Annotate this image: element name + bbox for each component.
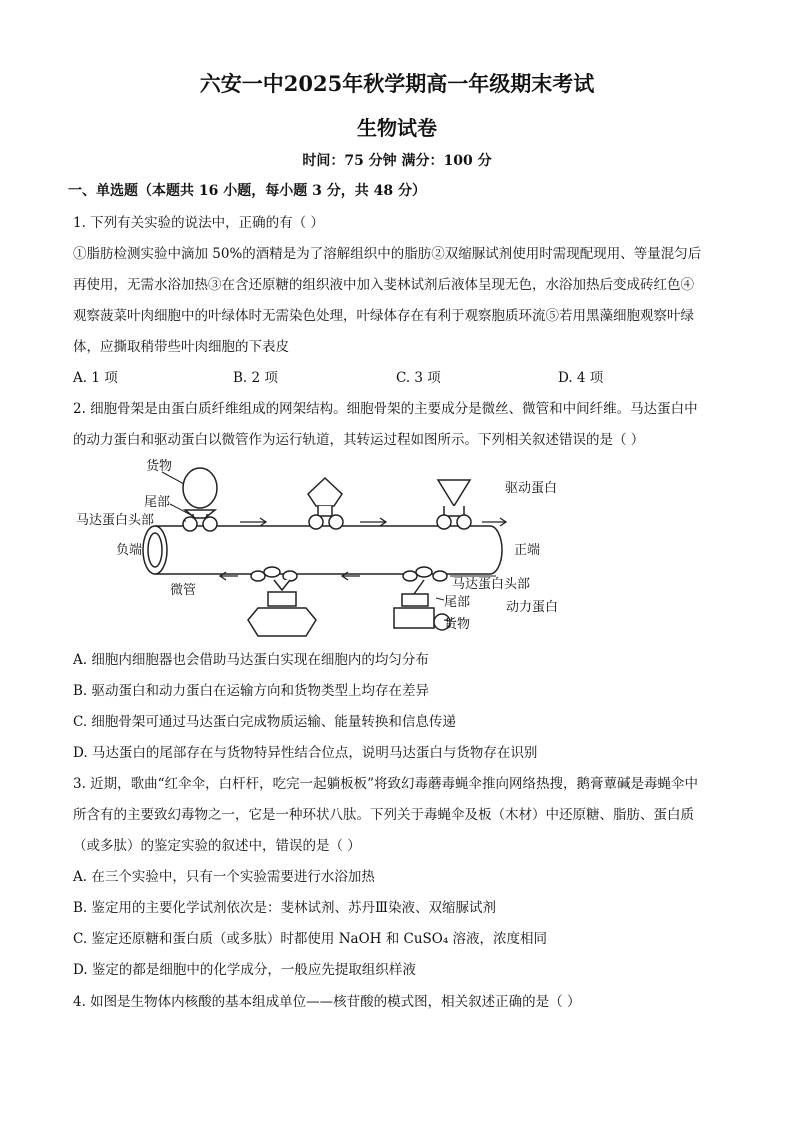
q4-stem: 4. 如图是生物体内核酸的基本组成单位——核苷酸的模式图，相关叙述正确的是（ ）: [73, 994, 581, 1010]
q1-text-line: ①脂肪检测实验中滴加 50%的酒精是为了溶解组织中的脂肪②双缩脲试剂使用时需现配现用、等量混匀后: [73, 246, 702, 262]
q2-option-b: B. 驱动蛋白和动力蛋白在运输方向和货物类型上均存在差异: [73, 683, 430, 699]
q2-option-d: D. 马达蛋白的尾部存在与货物特异性结合位点，说明马达蛋白与货物存在识别: [73, 745, 538, 761]
q3-text-line: （或多肽）的鉴定实验的叙述中，错误的是（ ）: [73, 838, 361, 854]
section-heading: 一、单选题（本题共 16 小题，每小题 3 分，共 48 分）: [68, 183, 426, 199]
q1-text-line: 再使用，无需水浴加热③在含还原糖的组织液中加入斐林试剂后液体呈现无色，水浴加热后变成砖红色④: [73, 277, 694, 293]
q1-text-line: 体，应撕取稍带些叶肉细胞的下表皮: [73, 339, 289, 355]
q1-option-a: A. 1 项: [73, 370, 118, 386]
q1-stem: 1. 下列有关实验的说法中，正确的有（ ）: [73, 215, 324, 231]
microtubule-tube: [143, 526, 502, 574]
q3-option-d: D. 鉴定的都是细胞中的化学成分，一般应先提取组织样液: [73, 962, 416, 978]
label-head-bottom: 马达蛋白头部: [452, 577, 531, 592]
q2-stem: 2. 细胞骨架是由蛋白质纤维组成的网架结构。细胞骨架的主要成分是微丝、微管和中间纤维。马达蛋白中: [73, 401, 698, 417]
label-tail-bottom: 尾部: [444, 595, 471, 610]
q3-stem: 3. 近期，歌曲“红伞伞，白杆杆，吃完一起躺板板”将致幻毒蘑毒蝇伞推向网络热搜，鹅膏蕈碱是毒蝇伞中: [73, 776, 698, 792]
q3-option-a: A. 在三个实验中，只有一个实验需要进行水浴加热: [73, 869, 375, 885]
q3-text-line: 所含有的主要致幻毒物之一，它是一种环状八肽。下列关于毒蝇伞及板（木材）中还原糖、脂肪、蛋白质: [73, 807, 694, 823]
dynein-motor-1: [248, 567, 316, 636]
label-plus-end: 正端: [514, 543, 541, 558]
kinesin-motor-2: [308, 478, 343, 529]
label-dynein: 动力蛋白: [506, 600, 559, 615]
subject-title: 生物试卷: [357, 116, 437, 140]
label-tail-top: 尾部: [144, 495, 171, 510]
label-cargo-top: 货物: [146, 459, 173, 474]
kinesin-motor-1: [183, 468, 217, 531]
q3-option-c: C. 鉴定还原糖和蛋白质（或多肽）时都使用 NaOH 和 CuSO₄ 溶液，浓度相同: [73, 931, 548, 947]
label-cargo-bottom: 货物: [444, 617, 471, 632]
q1-option-c: C. 3 项: [396, 370, 441, 386]
exam-info: 时间：75 分钟 满分：100 分: [302, 153, 492, 169]
q1-text-line: 观察菠菜叶肉细胞中的叶绿体时无需染色处理，叶绿体存在有利于观察胞质环流⑤若用黑藻细胞观察叶绿: [73, 308, 694, 324]
motor-protein-figure: [60, 458, 620, 638]
kinesin-motor-3: [437, 480, 471, 529]
q1-option-b: B. 2 项: [233, 370, 278, 386]
q2-text-line: 的动力蛋白和驱动蛋白以微管作为运行轨道，其转运过程如图所示。下列相关叙述错误的是（ ）: [73, 432, 645, 448]
dynein-motor-2: [394, 567, 450, 630]
q2-option-a: A. 细胞内细胞器也会借助马达蛋白实现在细胞内的均匀分布: [73, 652, 429, 668]
q1-option-d: D. 4 项: [558, 370, 604, 386]
label-microtubule: 微管: [170, 583, 197, 598]
label-head-top: 马达蛋白头部: [76, 513, 155, 528]
exam-title: 六安一中2025年秋学期高一年级期末考试: [199, 71, 595, 96]
label-kinesin: 驱动蛋白: [505, 481, 558, 496]
q3-option-b: B. 鉴定用的主要化学试剂依次是：斐林试剂、苏丹Ⅲ染液、双缩脲试剂: [73, 900, 497, 916]
q2-option-c: C. 细胞骨架可通过马达蛋白完成物质运输、能量转换和信息传递: [73, 714, 456, 730]
label-minus-end: 负端: [116, 543, 143, 558]
